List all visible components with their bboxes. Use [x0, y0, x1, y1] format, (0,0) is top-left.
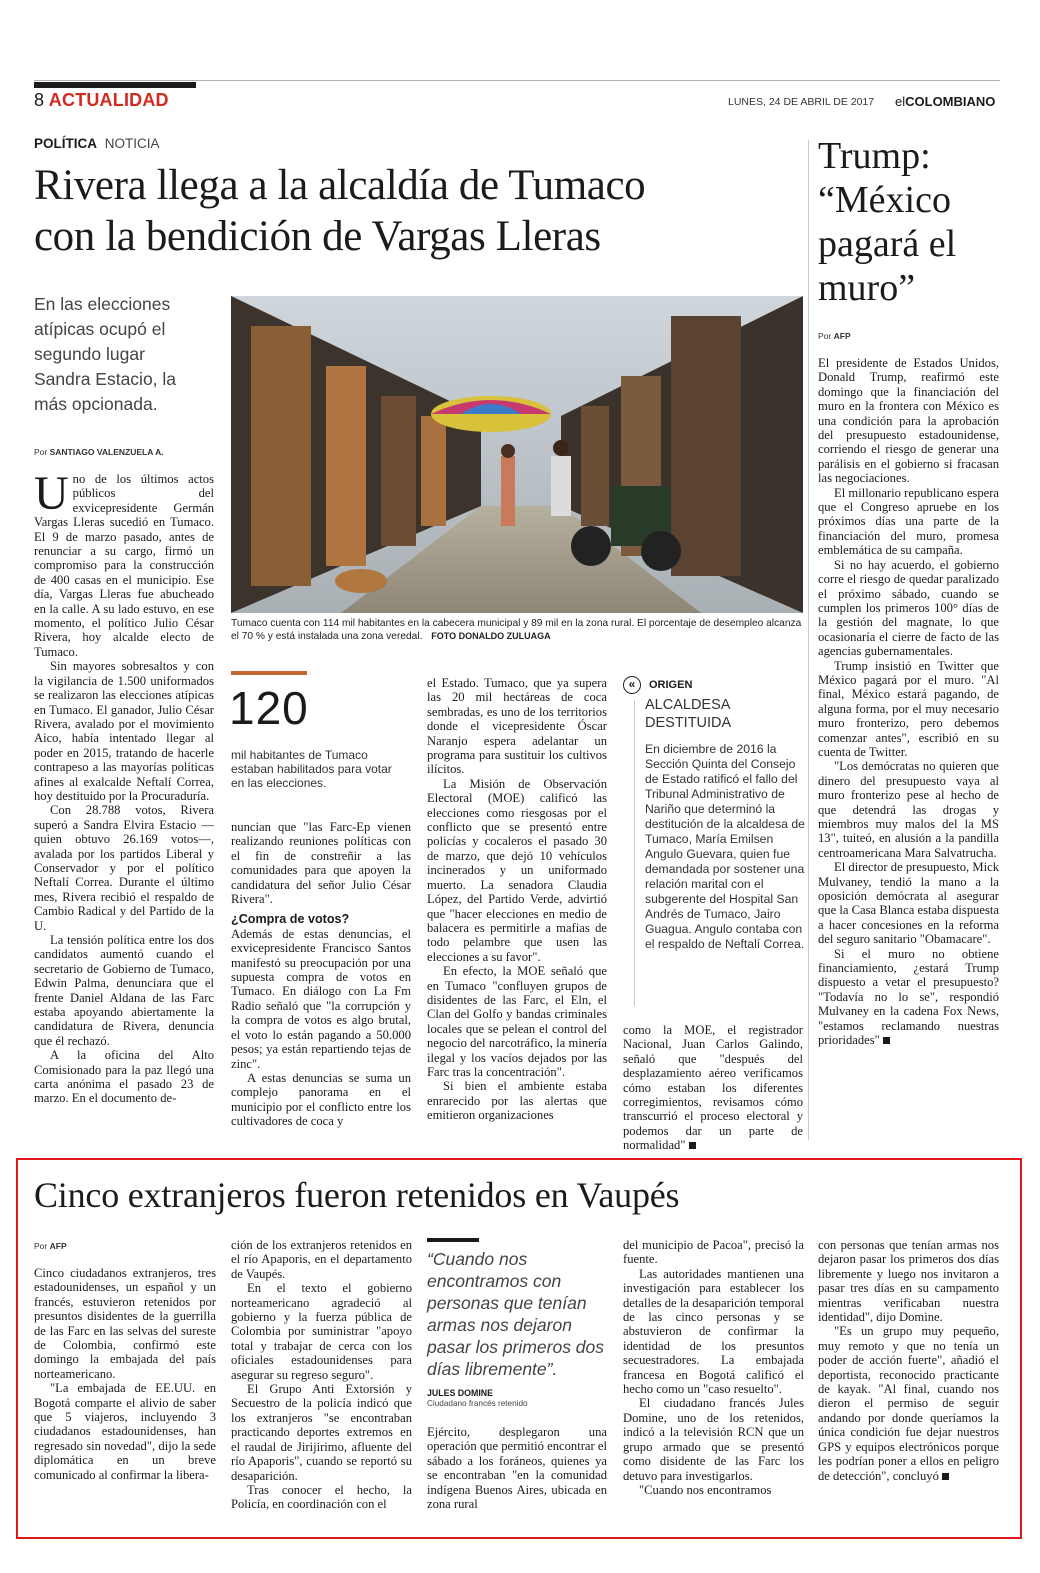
main-paragraph-1: Uno de los últimos actos públicos del exvicepresidente Germán Vargas Lleras sucedió en Tumaco. El 9 de marzo pasado, antes de renunciar a su cargo, firmó un compromiso para la construcción de 400 casas en el municipio. Ese día, Vargas Lleras fue abucheado en la calle. A su lado estuvo, en ese momento, el político Julio César Rivera, hoy alcalde electo de Tumaco.	[34, 467, 214, 659]
bottom-column-4	[623, 1238, 804, 1497]
side-paragraph-4: Trump insistió en Twitter que México pagará por el muro. "Al final, México estará pagando, de alguna forma, por el muy necesario muro fronterizo, pero debemos comenzar antes", escribió en su cuenta de Twitter.	[818, 658, 999, 759]
main-col3-paragraph-3: En efecto, la MOE señaló que en Tumaco "confluyen grupos de disidentes de las Farc, el Eln, el Clan del Golfo y bandas criminales locales que se pelean el control del negocio del narcotráfico, la minería ilegal y los vacíos dejados por las Farc tras la concentración".	[427, 964, 607, 1079]
side-paragraph-2: El millonario republicano espera que el Congreso apruebe en los próximos días una parte de la financiación del muro, promesa emblemática de su campaña.	[818, 485, 999, 558]
bottom-col3-paragraph: Ejército, desplegaron una operación que permitió encontrar el sábado a los foráneos, quienes ya se encontraban "en la comunidad indígena Buenos Aires, ubicada en zona rural	[427, 1425, 607, 1512]
end-mark-icon	[689, 1142, 696, 1149]
pull-quote: “Cuando nos encontramos con personas que tenían armas nos dejaron pasar los primeros dos días libremente”.	[427, 1249, 605, 1379]
main-paragraph-2: Sin mayores sobresaltos y con la vigilancia de 1.500 uniformados se realizaron las elecciones atípicas en Tumaco. El ganador, Julio César Rivera, avalado por el movimiento Aico, había intentado llegar al poder en 2015, tratando de hacerle contrapeso a las mayorías políticas afines al exalcalde Neftalí Correa, hoy destituido por la Procuraduría.	[34, 659, 214, 803]
bottom-byline: Por AFP	[34, 1241, 67, 1251]
origen-box	[623, 676, 805, 952]
main-column-4-bottom	[623, 1023, 803, 1153]
bottom-col4-paragraph-1: del municipio de Pacoa", precisó la fuente.	[623, 1238, 804, 1267]
bottom-column-5	[818, 1238, 999, 1483]
bottom-column-3	[427, 1425, 607, 1511]
side-paragraph-7: Si el muro no obtiene financiamiento, ¿estará Trump dispuesto a vetar el presupuesto? "Todavía no lo se", respondió Mulvaney en la cadena Fox News, "estamos reclamando nuestras prioridades"	[818, 946, 999, 1048]
bottom-col4-paragraph-4: "Cuando nos encontramos	[639, 1482, 772, 1497]
side-paragraph-1: El presidente de Estados Unidos, Donald Trump, reafirmó este domingo que la financiación del muro en la frontera con México es una condición para la aprobación del presupuesto estadounidense, corriendo el riesgo de generar una parálisis en el gobierno si fracasan las negociaciones.	[818, 356, 999, 486]
main-column-2	[231, 820, 411, 1129]
photo-illustration	[231, 296, 803, 613]
main-col3-paragraph-1: el Estado. Tumaco, que ya supera las 20 mil hectáreas de coca sembradas, es uno de los territorios donde el vicepresidente Óscar Naranjo espera adelantar un programa para sustituir los cultivos ilícitos.	[427, 676, 607, 777]
main-col3-paragraph-2: La Misión de Observación Electoral (MOE) calificó las elecciones como riesgosas por el conflicto que se presentó entre policías y cocaleros el pasado 30 de marzo, que dejó 10 vehículos incinerados y un uniformado muerto. La senadora Claudia López, del Partido Verde, advirtió que "hacer elecciones en medio de balacera es permitirle a mafias de todo pelambre que usen las elecciones a su favor".	[427, 776, 607, 964]
origen-text: En diciembre de 2016 la Sección Quinta del Consejo de Estado ratificó el fallo del Tribunal Administrativo de Nariño que determinó la destitución de la alcaldesa de Tumaco, María Emilsen Angulo Guevara, quien fue demandada por sostener una relación marital con el subgerente del Hospital San Andrés de Tumaco, Jairo Guagua. Angulo contaba con el respaldo de Neftalí Correa.	[645, 742, 805, 951]
origen-title: ALCALDESA DESTITUIDA	[645, 697, 732, 731]
photo-caption: Tumaco cuenta con 114 mil habitantes en la cabecera municipal y 89 mil en la zona rural. El porcentaje de desempleo alcanza el 70 % y está instalada una zona veredal. FOTO DONALDO ZULUAGA	[231, 618, 802, 642]
stat-rule	[231, 671, 307, 675]
main-column-1	[34, 467, 214, 1106]
header-date: LUNES, 24 DE ABRIL DE 2017	[728, 96, 875, 108]
top-rule	[34, 80, 1000, 81]
bottom-col2-paragraph-3: El Grupo Anti Extorsión y Secuestro de la policía indicó que los extranjeros "se encontraban practicando deportes extremos en el raudal de Jirijirimo, afluente del río Apaporis", cuando se reportó su desaparición.	[231, 1382, 412, 1483]
main-col4-paragraph: como la MOE, el registrador Nacional, Juan Carlos Galindo, señaló que "después del desplazamiento aéreo verificamos cómo estaban los diferentes corregimientos, revisamos cómo transcurrió el proceso electoral y podemos dar un parte de normalidad"	[623, 1023, 803, 1153]
bottom-paragraph-1: Cinco ciudadanos extranjeros, tres estadounidenses, un español y un francés, estuvieron retenidos por presuntos disidentes de la guerrilla de las Farc en las selvas del sureste de Colombia, confirmó este domingo la embajada del país norteamericano.	[34, 1266, 216, 1381]
section-name: ACTUALIDAD	[48, 90, 169, 110]
side-byline: Por AFP	[818, 331, 851, 341]
stat-text: mil habitantes de Tumaco estaban habilitados para votar en las elecciones.	[231, 748, 392, 790]
side-paragraph-3: Si no hay acuerdo, el gobierno corre el riesgo de quedar paralizado el próximo sábado, cuando se cumplen los primeros 100° días de la gestión del magnate, lo que ocasionaría el cierre de facto de las agencias gubernamentales.	[818, 557, 999, 659]
quote-author: JULES DOMINE	[427, 1388, 493, 1398]
stat-number: 120	[229, 682, 309, 734]
quote-rule	[427, 1238, 479, 1242]
bottom-col5-paragraph-2: "Es un grupo muy pequeño, muy remoto y que no tenía un poder de acción fuerte", añadió el deportista, reconocido practicante de kayak. "Al final, cuando nos dieron el permiso de seguir andando por donde queríamos la única condición fue dejar nuestros GPS y equipos electrónicos porque les podrían poner a ellos en peligro de detección", concluyó	[818, 1324, 999, 1483]
subhead-compra-de-votos: ¿Compra de votos?	[231, 912, 350, 927]
bottom-col2-paragraph-4: Tras conocer el hecho, la Policía, en coordinación con el	[231, 1482, 412, 1512]
main-deck: En las elecciones atípicas ocupó el segundo lugar Sandra Estacio, la más opcionada.	[34, 294, 177, 414]
bottom-col4-paragraph-2: Las autoridades mantienen una investigación para establecer los detalles de la desaparición temporal de las cinco personas y se abstuvieron de confirmar la identidad de los presuntos secuestradores. La embajada francesa en Bogotá calificó el hecho como un "caso resuelto".	[623, 1266, 804, 1397]
brand-logo: elCOLOMBIANO	[895, 94, 996, 109]
photo-credit: FOTO DONALDO ZULUAGA	[431, 631, 551, 641]
bottom-col4-paragraph-3: El ciudadano francés Jules Domine, uno de los retenidos, indicó a la televisión RCN que un grupo armado que se presentó como disidente de las Farc los detuvo para investigarlos.	[623, 1396, 804, 1483]
bottom-headline: Cinco extranjeros fueron retenidos en Vaupés	[34, 1175, 680, 1215]
main-col2-paragraph-3: A estas denuncias se suma un complejo panorama en el municipio por el conflicto entre los cultivadores de coca y	[231, 1070, 411, 1129]
bottom-col2-paragraph-2: En el texto el gobierno norteamericano agradeció al gobierno y la fuerza pública de Colombia por suministrar "apoyo total y trabajar de cerca con los oficiales estadounidenses para asegurar su regreso seguro".	[231, 1281, 412, 1382]
main-col3-paragraph-4: Si bien el ambiente estaba enrarecido por las alertas que emitieron organizaciones	[427, 1079, 607, 1123]
page-number: 8	[34, 90, 45, 110]
main-paragraph-4: La tensión política entre los dos candidatos aumentó cuando el secretario de Gobierno de Tumaco, Edwin Palma, denunciara que el frente Daniel Aldana de las Farc estaba apoyando abiertamente la candidatura de Rivera, denuncia que él rechazó.	[34, 933, 214, 1048]
origen-label-row: « ORIGEN	[623, 676, 805, 694]
origen-divider	[634, 700, 635, 1006]
end-mark-icon	[942, 1473, 949, 1480]
tumaco-street-photo	[231, 296, 803, 613]
article-kicker: POLÍTICA NOTICIA	[34, 136, 160, 151]
main-byline: Por SANTIAGO VALENZUELA A.	[34, 447, 164, 457]
bottom-column-1	[34, 1266, 216, 1482]
main-paragraph-3: Con 28.788 votos, Rivera superó a Sandra Elvira Estacio —quien obtuvo 26.169 votos—, avalada por los partidos Liberal y Conservador y por el político Neftalí Correa. Durante el último mes, Rivera recibió el respaldo de Cambio Radical y del Partido de la U.	[34, 803, 214, 933]
quote-role: Ciudadano francés retenido	[427, 1399, 528, 1408]
side-column-divider	[808, 140, 809, 1140]
end-mark-icon	[883, 1037, 890, 1044]
bottom-column-2	[231, 1238, 412, 1512]
side-paragraph-5: "Los demócratas no quieren que dinero del presupuesto vaya al muro fronterizo pese al hecho de que detendrá las drogas y miembros muy malos del la MS 13", tuiteó, en alusión a la pandilla centroamericana Mara Salvatrucha.	[818, 759, 999, 860]
main-col2-paragraph-1: nuncian que "las Farc-Ep vienen realizando reuniones políticas con el fin de constreñir a las comunidades para que apoyen la candidatura del señor Julio César Rivera".	[231, 820, 411, 907]
double-chevron-left-icon: «	[623, 676, 641, 694]
page-header-left	[34, 90, 169, 111]
main-paragraph-5: A la oficina del Alto Comisionado para la paz llegó una carta anónima el pasado 23 de marzo. En el documento de-	[34, 1048, 214, 1106]
side-paragraph-6: El director de presupuesto, Mick Mulvaney, tendió la mano a la oposición demócrata al asegurar que la Casa Blanca estaba dispuesta a hacer concesiones en la reforma del seguro sanitario "Obamacare".	[818, 860, 999, 947]
bottom-col5-paragraph-1: con personas que tenían armas nos dejaron pasar los primeros dos días libremente y luego nos invitaron a pasar tres días en su campamento mientras verificaban nuestra identidad", dijo Domine.	[818, 1238, 999, 1325]
bottom-paragraph-2: "La embajada de EE.UU. en Bogotá comparte el alivio de saber que 5 viajeros, incluyendo 3 ciudadanos estadounidenses, han regresado sin novedad", dijo la sede diplomática en un breve comunicado al confirmar la libera-	[34, 1381, 216, 1482]
drop-cap: U	[34, 467, 69, 520]
main-col2-paragraph-2: Además de estas denuncias, el exvicepresidente Francisco Santos manifestó su preocupación por una supuesta compra de votos en Tumaco. En diálogo con La Fm Radio señaló que "la corrupción y la compra de votos es algo brutal, el voto lo están pagando a 50.000 pesos; ya están repartiendo tejas de zinc".	[231, 926, 411, 1071]
main-headline: Rivera llega a la alcaldía de Tumaco con la bendición de Vargas Lleras	[34, 162, 646, 260]
side-headline: Trump: “México pagará el muro”	[818, 135, 957, 309]
side-column	[818, 356, 999, 1048]
main-column-3	[427, 676, 607, 1123]
section-bar	[34, 82, 196, 88]
bottom-col2-paragraph-1: ción de los extranjeros retenidos en el río Apaporis, en el departamento de Vaupés.	[231, 1238, 412, 1281]
